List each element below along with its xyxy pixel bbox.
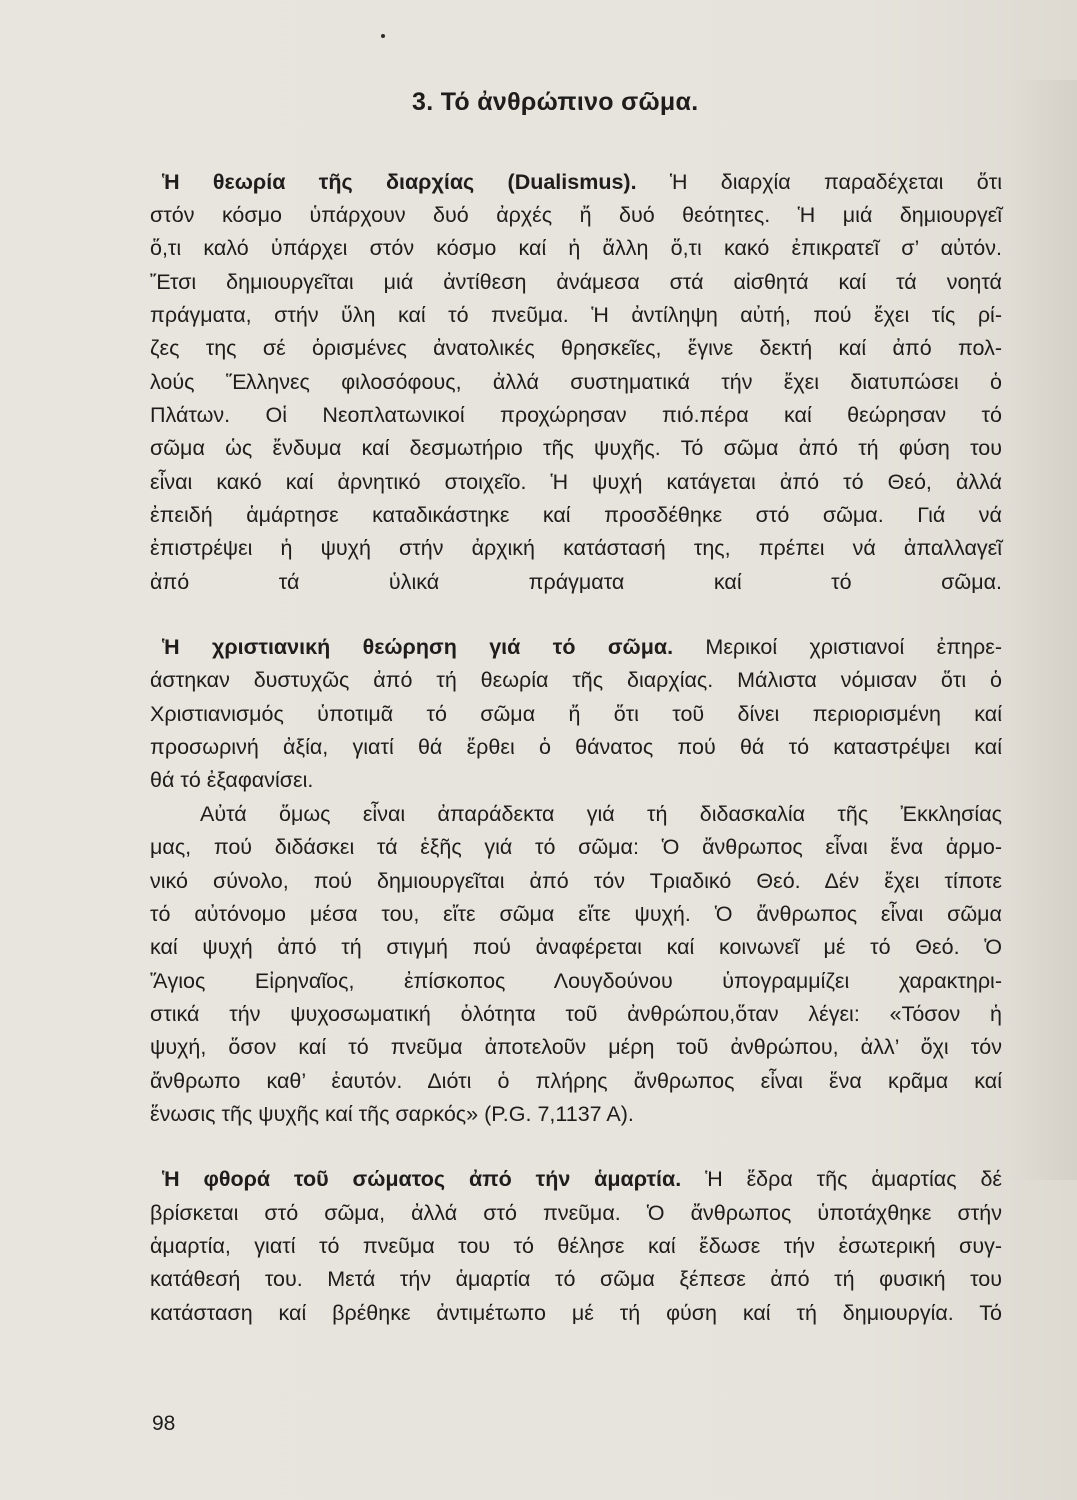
text-line: Χριστιανισμός ὑποτιμᾶ τό σῶμα ἤ ὅτι τοῦ δίνει περιορισμένη καί <box>150 702 1002 726</box>
text-line: Ἡ φθορά τοῦ σώματος ἀπό τήν ἁμαρτία. Ἡ ἕδρα τῆς ἁμαρτίας δέ <box>162 1167 1003 1191</box>
text-line: πράγματα, στήν ὕλη καί τό πνεῦμα. Ἡ ἀντίληψη αὐτή, πού ἔχει τίς ρί- <box>150 303 1002 327</box>
text-line: Ἅγιος Εἰρηναῖος, ἐπίσκοπος Λουγδούνου ὑπογραμμίζει χαρακτηρι- <box>150 969 1002 993</box>
text-line: εἶναι κακό καί ἀρνητικό στοιχεῖο. Ἡ ψυχή κατάγεται ἀπό τό Θεό, ἀλλά <box>150 470 1002 494</box>
text-line: ἁμαρτία, γιατί τό πνεῦμα του τό θέλησε καί ἔδωσε τήν ἐσωτερική συγ- <box>150 1234 1002 1258</box>
page-number: 98 <box>152 1412 176 1435</box>
text-line: ζες της σέ ὁρισμένες ἀνατολικές θρησκεῖες, ἔγινε δεκτή καί ἀπό πολ- <box>150 336 1002 360</box>
text-line: ἄνθρωπο καθ’ ἑαυτόν. Διότι ὁ πλήρης ἄνθρωπος εἶναι ἕνα κρᾶμα καί <box>150 1069 1002 1093</box>
text-line: Ἔτσι δημιουργεῖται μιά ἀντίθεση ἀνάμεσα στά αἰσθητά καί τά νοητά <box>150 270 1002 294</box>
text-line: σῶμα ὡς ἔνδυμα καί δεσμωτήριο τῆς ψυχῆς. Τό σῶμα ἀπό τή φύση του <box>150 436 1002 460</box>
text-line: ἕνωσις τῆς ψυχῆς καί τῆς σαρκός» (P.G. 7,1137 A). <box>150 1102 634 1126</box>
paragraph-lead: Ἡ θεωρία τῆς διαρχίας (Dualismus). <box>162 170 637 194</box>
text-line: θά τό ἐξαφανίσει. <box>150 768 314 792</box>
text-line: στόν κόσμο ὑπάρχουν δυό ἀρχές ἤ δυό θεότητες. Ἡ μιά δημιουργεῖ <box>150 203 1002 227</box>
text-line: τό αὐτόνομο μέσα του, εἴτε σῶμα εἴτε ψυχή. Ὁ ἄνθρωπος εἶναι σῶμα <box>150 902 1002 926</box>
text-line: ἐπειδή ἁμάρτησε καταδικάστηκε καί προσδέθηκε στό σῶμα. Γιά νά <box>150 503 1002 527</box>
paragraph-lead: Ἡ χριστιανική θεώρηση γιά τό σῶμα. <box>162 635 674 659</box>
text-line: άστηκαν δυστυχῶς ἀπό τή θεωρία τῆς διαρχίας. Μάλιστα νόμισαν ὅτι ὁ <box>150 668 1002 692</box>
ink-speck <box>381 34 385 38</box>
show-through-shadow <box>1007 80 1077 1180</box>
text-line: νικό σύνολο, πού δημιουργεῖται ἀπό τόν Τριαδικό Θεό. Δέν ἔχει τίποτε <box>150 869 1002 893</box>
text-line: βρίσκεται στό σῶμα, ἀλλά στό πνεῦμα. Ὁ ἄνθρωπος ὑποτάχθηκε στήν <box>150 1201 1002 1225</box>
text-line: ἐπιστρέψει ἡ ψυχή στήν ἀρχική κατάστασή της, πρέπει νά ἀπαλλαγεῖ <box>150 536 1002 560</box>
text-line: Ἡ θεωρία τῆς διαρχίας (Dualismus). Ἡ διαρχία παραδέχεται ὅτι <box>162 170 1002 194</box>
text-line: Πλάτων. Οἱ Νεοπλατωνικοί προχώρησαν πιό.πέρα καί θεώρησαν τό <box>150 403 1002 427</box>
text-line: μας, πού διδάσκει τά ἑξῆς γιά τό σῶμα: Ὁ ἄνθρωπος εἶναι ἕνα ἁρμο- <box>150 835 1002 859</box>
text-line: ψυχή, ὅσον καί τό πνεῦμα ἀποτελοῦν μέρη τοῦ ἀνθρώπου, ἀλλ’ ὄχι τόν <box>150 1035 1002 1059</box>
paragraph-lead: Ἡ φθορά τοῦ σώματος ἀπό τήν ἁμαρτία. <box>162 1167 682 1191</box>
text-line: Ἡ χριστιανική θεώρηση γιά τό σῶμα. Μερικοί χριστιανοί ἐπηρε- <box>162 635 1002 659</box>
text-line: Αὐτά ὅμως εἶναι ἀπαράδεκτα γιά τή διδασκαλία τῆς Ἐκκλησίας <box>200 802 1002 826</box>
text-line: ἀπό τά ὑλικά πράγματα καί τό σῶμα. <box>150 570 1002 594</box>
text-line: προσωρινή ἀξία, γιατί θά ἔρθει ὁ θάνατος πού θά τό καταστρέψει καί <box>150 735 1002 759</box>
text-line: κατάθεσή του. Μετά τήν ἁμαρτία τό σῶμα ξέπεσε ἀπό τή φυσική του <box>150 1267 1002 1291</box>
text-line: κατάσταση καί βρέθηκε ἀντιμέτωπο μέ τή φύση καί τή δημιουργία. Τό <box>150 1301 1002 1325</box>
text-line: λούς Ἕλληνες φιλοσόφους, ἀλλά συστηματικά τήν ἔχει διατυπώσει ὁ <box>150 370 1002 394</box>
text-line: ὅ,τι καλό ὑπάρχει στόν κόσμο καί ἡ ἄλλη ὅ,τι κακό ἐπικρατεῖ σ’ αὐτόν. <box>150 236 1002 260</box>
text-line: καί ψυχή ἀπό τή στιγμή πού ἀναφέρεται καί κοινωνεῖ μέ τό Θεό. Ὁ <box>150 935 1002 959</box>
text-line: στικά τήν ψυχοσωματική ὁλότητα τοῦ ἀνθρώπου,ὅταν λέγει: «Τόσον ἡ <box>150 1002 1002 1026</box>
section-heading: 3. Τό ἀνθρώπινο σῶμα. <box>412 88 699 116</box>
